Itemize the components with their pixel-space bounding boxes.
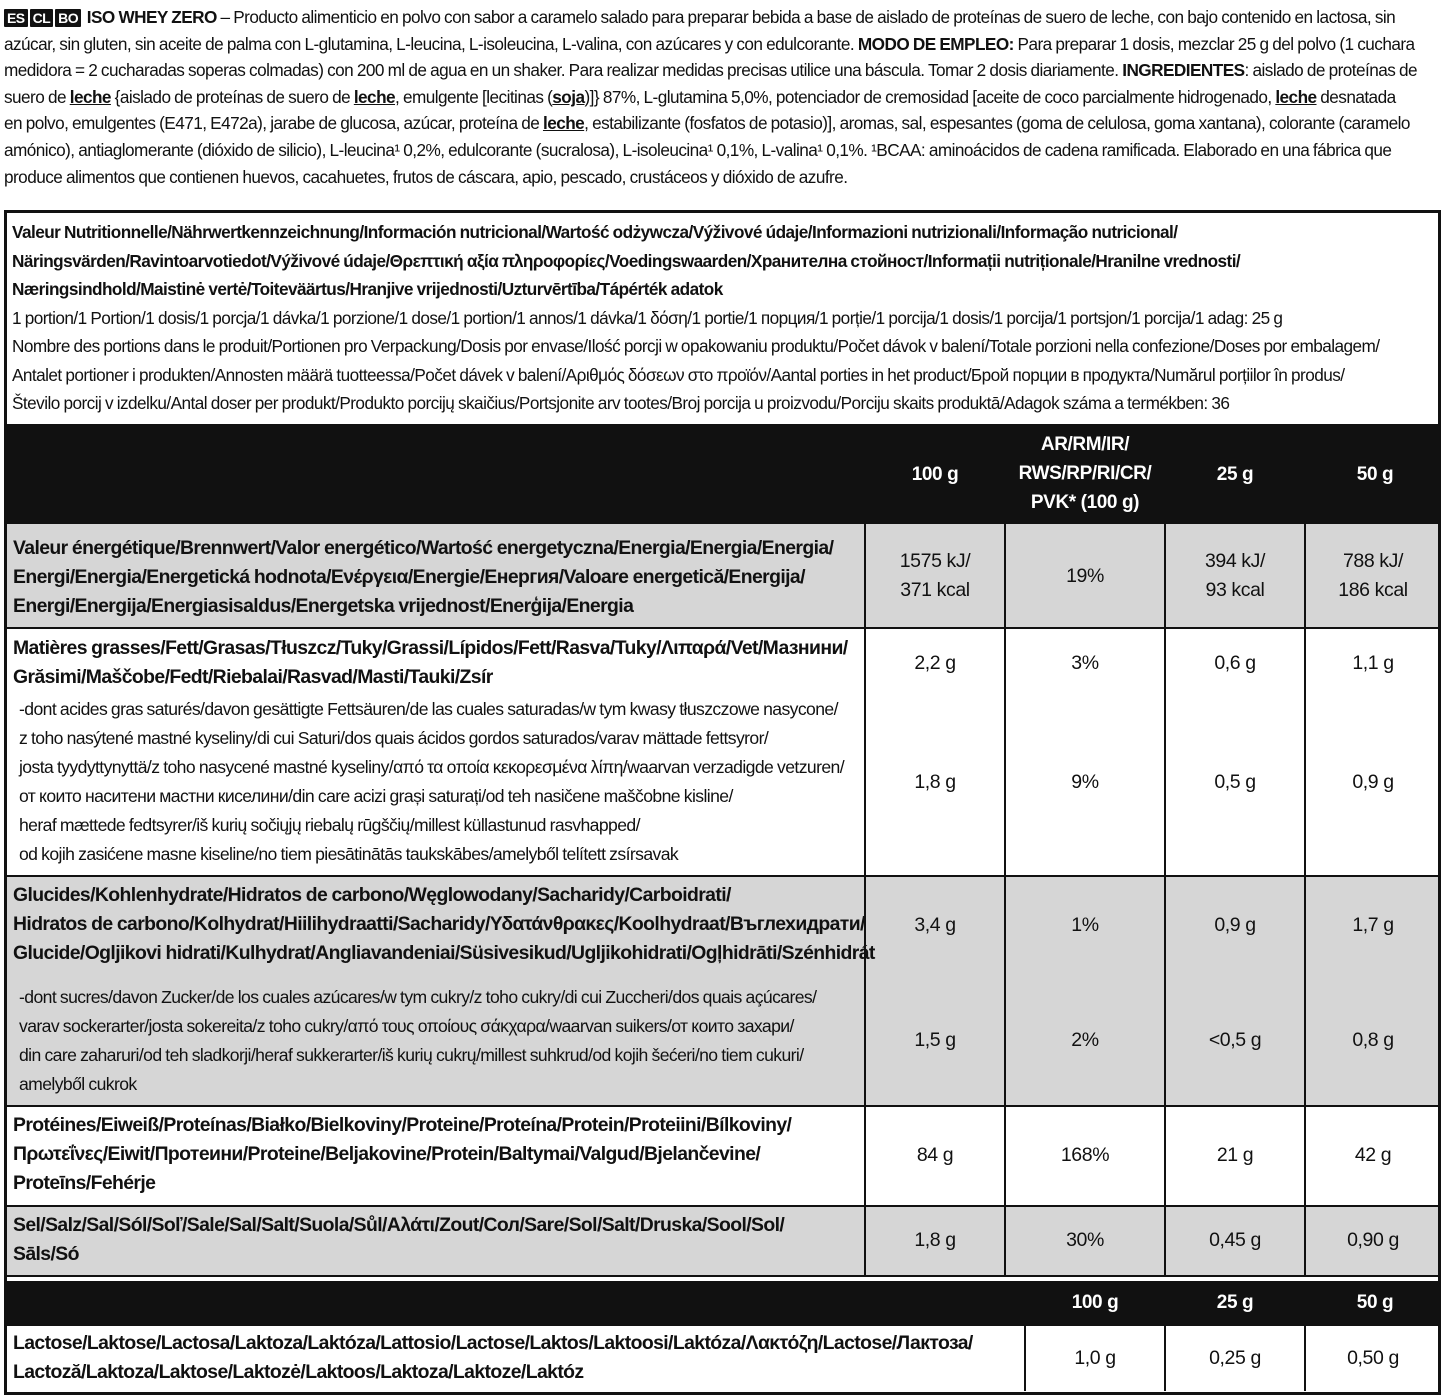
description-text: desnatada bbox=[1316, 86, 1396, 107]
saturated-fat-value-ri: 9% bbox=[1071, 771, 1099, 793]
label-line: -dont acides gras saturés/davon gesättigte Fettsäuren/de las cuales saturadas/w tym kwasy tłuszczowe nasycone/ bbox=[19, 699, 838, 719]
header-100g: 100 g bbox=[911, 464, 959, 485]
label-line: Lactose/Laktose/Lactosa/Laktoza/Laktóza/Lattosio/Lactose/Laktos/Laktoosi/Laktóza/Λακτόζη/Lactose/Лактоза/ bbox=[13, 1332, 973, 1354]
description-line bbox=[4, 31, 1444, 58]
salt-value-25g: 0,45 g bbox=[1209, 1229, 1261, 1251]
label-line: Πρωτεΐνες/Eiwit/Протеини/Proteine/Beljakovine/Protein/Baltymai/Valgud/Bjelančevine/ bbox=[13, 1143, 761, 1165]
usage-heading: MODO DE EMPLEO: bbox=[857, 33, 1014, 54]
label-line: Valeur énergétique/Brennwert/Valor energético/Wartość energetyczna/Energia/Energia/Energia/ bbox=[13, 537, 834, 559]
nutrition-heading-line: Næringsindhold/Maistinė vertė/Toiteväärtus/Hranjive vrijednosti/Uzturvērtība/Tápérték adatok bbox=[12, 279, 723, 299]
sugars-value-100g: 1,5 g bbox=[914, 1029, 956, 1051]
description-text: Para preparar 1 dosis, mezclar 25 g del polvo (1 cuchara bbox=[1013, 33, 1415, 54]
country-code-badge: CL bbox=[30, 9, 54, 27]
fat-label bbox=[13, 634, 848, 692]
header-reference-intake bbox=[1005, 430, 1165, 517]
protein-value-25g: 21 g bbox=[1216, 1144, 1254, 1166]
lactose-value-25g: 0,25 g bbox=[1209, 1347, 1261, 1369]
label-line: Energi/Energija/Energiasisaldus/Energetska vrijednost/Enerģija/Energia bbox=[13, 595, 634, 617]
label-line: Matières grasses/Fett/Grasas/Tłuszcz/Tuky/Grassi/Lípidos/Fett/Rasva/Tuky/Λιπαρά/Vet/Мазнини/ bbox=[13, 637, 848, 659]
label-line: varav sockerarter/josta sokereita/z toho cukry/από τους οποίους σάκχαρα/waarvan suikers/от които захари/ bbox=[19, 1016, 794, 1036]
carbohydrate-value-100g: 3,4 g bbox=[914, 914, 956, 936]
allergen-text: leche bbox=[542, 113, 585, 134]
allergen-text: leche bbox=[69, 86, 111, 107]
nutrition-heading-line: Valeur Nutritionnelle/Nährwertkennzeichnung/Información nutricional/Wartość odżywcza/Výživové údaje/Informazioni nutrizionali/Informação nutricional/ bbox=[12, 222, 1178, 242]
row-divider bbox=[7, 1105, 1438, 1107]
description-text: , estabilizante (fosfatos de potasio)], aromas, sal, espesantes (goma de celulosa, goma xantana), colorante (caramelo bbox=[584, 113, 1410, 134]
fat-value-100g: 2,2 g bbox=[914, 652, 956, 674]
product-description bbox=[4, 4, 1444, 190]
header-50g: 50 g bbox=[1356, 464, 1394, 485]
header-ri-line: PVK* (100 g) bbox=[1030, 492, 1140, 513]
value-line: 186 kcal bbox=[1338, 579, 1408, 601]
protein-label bbox=[13, 1111, 791, 1198]
lactose-value-50g: 0,50 g bbox=[1347, 1347, 1399, 1369]
portion-line: Antalet portioner i produkten/Annosten määrä tuotteessa/Počet dávek v balení/Αριθμός δόσεων στο προϊόν/Aantal porties in het product/Брой порции в продукта/Numărul porțiilor în produs/ bbox=[12, 364, 1345, 385]
country-code-badge: BO bbox=[55, 9, 81, 27]
country-code-badge: ES bbox=[4, 9, 28, 27]
description-line: produce alimentos que contienen huevos, cacahuetes, frutos de cáscara, apio, pescado, crustáceos y dióxido de azufre. bbox=[4, 166, 848, 187]
label-line: Proteīns/Fehérje bbox=[13, 1172, 156, 1194]
saturated-fat-value-25g: 0,5 g bbox=[1214, 771, 1256, 793]
lactose-header-50g: 50 g bbox=[1356, 1292, 1394, 1313]
protein-value-ri: 168% bbox=[1060, 1144, 1110, 1166]
portion-line: Nombre des portions dans le produit/Portionen pro Verpackung/Dosis por envase/Ilość porcji w opakowaniu produktu/Počet dávok v balení/Totale porzioni nella confezione/Doses por embalagem/ bbox=[12, 336, 1380, 356]
fat-value-25g: 0,6 g bbox=[1214, 652, 1256, 674]
lactose-label bbox=[13, 1329, 973, 1387]
label-line: heraf mættede fedtsyrer/iš kurių sočiųjų riebalų rūgščių/millest küllastunud rasvhapped/ bbox=[19, 815, 640, 835]
allergen-text: soja bbox=[552, 86, 585, 107]
sugars-value-ri: 2% bbox=[1071, 1029, 1099, 1051]
row-divider bbox=[7, 875, 1438, 877]
label-line: z toho nasýtené mastné kyseliny/di cui Saturi/dos quais ácidos gordos saturados/varav mättade fettsyror/ bbox=[19, 728, 769, 748]
protein-value-100g: 84 g bbox=[916, 1144, 954, 1166]
description-text: , emulgente [lecitinas ( bbox=[395, 86, 553, 107]
lactose-header-bar bbox=[7, 1281, 1438, 1325]
value-line: 93 kcal bbox=[1205, 579, 1265, 601]
label-line: от които наситени мастни киселини/din care acizi grași saturați/od teh nasičene maščobne kisline/ bbox=[19, 786, 733, 806]
nutrition-info-header bbox=[12, 218, 1437, 418]
label-line: Energi/Energia/Energetická hodnota/Ενέργεια/Energie/Енергия/Valoare energetică/Energija/ bbox=[13, 566, 805, 588]
sugars-label bbox=[19, 983, 816, 1099]
description-line bbox=[4, 110, 1444, 137]
value-line: 394 kJ/ bbox=[1204, 550, 1266, 572]
row-divider bbox=[7, 1275, 1438, 1277]
allergen-text: leche bbox=[1275, 86, 1317, 107]
label-line: Lactoză/Laktoza/Laktose/Laktozė/Laktoos/Laktoza/Laktoze/Laktóz bbox=[13, 1361, 584, 1383]
energy-value-25g bbox=[1166, 547, 1304, 605]
portion-line: 1 portion/1 Portion/1 dosis/1 porcja/1 dávka/1 porzione/1 dose/1 portion/1 annos/1 dávka/1 δόση/1 portie/1 порция/1 porție/1 porcija/1 dosis/1 porcija/1 portsjon/1 porcija/1 adag: 25 g bbox=[12, 307, 1283, 328]
description-text: suero de bbox=[4, 86, 70, 107]
value-line: 788 kJ/ bbox=[1342, 550, 1404, 572]
fat-value-ri: 3% bbox=[1071, 652, 1099, 674]
label-line: josta tyydyttynyttä/z toho nasycené mastné kyseliny/από τα οποία κεκορεσμένα λίπη/waarvan verzadigde vetzuren/ bbox=[19, 757, 844, 777]
row-divider bbox=[7, 1205, 1438, 1207]
label-line: Sel/Salz/Sal/Sól/Soľ/Sale/Sal/Salt/Suola/Sůl/Αλάτι/Zout/Сол/Sare/Sol/Salt/Druska/Sool/Sol/ bbox=[13, 1214, 785, 1236]
label-line: -dont sucres/davon Zucker/de los cuales azúcares/w tym cukry/z toho cukry/di cui Zuccheri/dos quais açúcares/ bbox=[19, 987, 817, 1007]
saturated-fat-value-50g: 0,9 g bbox=[1352, 771, 1394, 793]
energy-label bbox=[13, 534, 833, 621]
table-header-bar bbox=[7, 424, 1438, 524]
salt-value-50g: 0,90 g bbox=[1347, 1229, 1399, 1251]
product-name: ISO WHEY ZERO bbox=[86, 7, 217, 27]
description-text: azúcar, sin gluten, sin aceite de palma con L-glutamina, L-leucina, L-isoleucina, L-valina, con azúcares y con edulcorante. bbox=[4, 33, 858, 54]
salt-label bbox=[13, 1211, 784, 1269]
lactose-header-25g: 25 g bbox=[1216, 1292, 1254, 1313]
row-divider bbox=[7, 627, 1438, 629]
lactose-value-100g: 1,0 g bbox=[1074, 1347, 1116, 1369]
salt-value-100g: 1,8 g bbox=[914, 1229, 956, 1251]
value-line: 1575 kJ/ bbox=[899, 550, 971, 572]
description-text: : aislado de proteínas de bbox=[1244, 60, 1418, 81]
header-25g: 25 g bbox=[1216, 464, 1254, 485]
saturated-fat-value-100g: 1,8 g bbox=[914, 771, 956, 793]
ingredients-heading: INGREDIENTES bbox=[1122, 60, 1245, 81]
description-line: amónico), antiaglomerante (dióxido de silicio), L-leucina¹ 0,2%, edulcorante (sucralosa), L-isoleucina¹ 0,1%, L-valina¹ 0,1%. ¹BCAA: aminoácidos de cadena ramificada. Elaborado en una fábrica que bbox=[4, 139, 1392, 160]
carbohydrate-value-ri: 1% bbox=[1071, 914, 1099, 936]
description-text: )]} 87%, L-glutamina 5,0%, potenciador de cremosidad [aceite de coco parcialmente hidrogenado, bbox=[584, 86, 1276, 107]
description-line bbox=[4, 84, 1444, 111]
label-line: Glucides/Kohlenhydrate/Hidratos de carbono/Węglowodany/Sacharidy/Carboidrati/ bbox=[13, 884, 731, 906]
nutrition-heading-line: Näringsvärden/Ravintoarvotiedot/Výživové údaje/Θρεπτική αξία πληροφορίες/Voedingswaarden/Хранителна стойност/Informații nutriționale/Hranilne vrednosti/ bbox=[12, 250, 1241, 271]
allergen-text: leche bbox=[353, 86, 396, 107]
label-line: Grăsimi/Maščobe/Fedt/Riebalai/Rasvad/Masti/Tauki/Zsír bbox=[13, 666, 493, 688]
description-text: – Producto alimenticio en polvo con sabor a caramelo salado para preparar bebida a base de aislado de proteínas de suero de leche, con bajo contenido en lactosa, sin bbox=[216, 7, 1396, 27]
label-line: Hidratos de carbono/Kolhydrat/Hiilihydraatti/Sacharidy/Υδατάνθρακες/Koolhydraat/Въглехидрати/ bbox=[13, 913, 865, 935]
protein-value-50g: 42 g bbox=[1354, 1144, 1392, 1166]
carbohydrate-value-25g: 0,9 g bbox=[1214, 914, 1256, 936]
saturated-fat-label bbox=[19, 695, 844, 869]
energy-value-ri: 19% bbox=[1066, 565, 1104, 587]
fat-value-50g: 1,1 g bbox=[1352, 652, 1394, 674]
header-ri-line: AR/RM/IR/ bbox=[1040, 434, 1130, 455]
header-ri-line: RWS/RP/RI/CR/ bbox=[1018, 463, 1152, 484]
description-line bbox=[4, 4, 1444, 31]
carbohydrate-value-50g: 1,7 g bbox=[1352, 914, 1394, 936]
description-text: medidora = 2 cucharadas soperas colmadas) con 200 ml de agua en un shaker. Para realizar medidas precisas utilice una báscula. Tomar 2 dosis diariamente. bbox=[4, 60, 1123, 81]
sugars-value-25g: <0,5 g bbox=[1208, 1029, 1262, 1051]
portion-line: Število porcij v izdelku/Antal doser per produkt/Produkto porcijų skaičius/Portsjonite arv tootes/Broj porcija u proizvodu/Porciju skaits produktā/Adagok száma a termékben: 36 bbox=[12, 393, 1230, 413]
value-line: 371 kcal bbox=[900, 579, 970, 601]
label-line: amelyből cukrok bbox=[19, 1074, 137, 1094]
salt-value-ri: 30% bbox=[1066, 1229, 1104, 1251]
carbohydrate-label bbox=[13, 881, 875, 968]
lactose-header-100g: 100 g bbox=[1071, 1292, 1119, 1313]
energy-value-100g bbox=[866, 547, 1004, 605]
sugars-value-50g: 0,8 g bbox=[1352, 1029, 1394, 1051]
description-text: en polvo, emulgentes (E471, E472a), jarabe de glucosa, azúcar, proteína de bbox=[4, 113, 543, 134]
label-line: Glucide/Ogljikovi hidrati/Kulhydrat/Angliavandeniai/Süsivesikud/Ugljikohidrati/Ogļhidrāti/Szénhidrát bbox=[13, 942, 875, 964]
label-line: Sāls/Só bbox=[13, 1243, 79, 1265]
energy-value-50g bbox=[1306, 547, 1440, 605]
label-line: Protéines/Eiweiß/Proteínas/Białko/Bielkoviny/Proteine/Proteína/Protein/Proteiini/Bílkoviny/ bbox=[13, 1114, 792, 1136]
label-line: din care zaharuri/od teh sladkorji/heraf sukkerarter/iš kurių cukrų/millest suhkrud/od kojih šećeri/no tiem cukuri/ bbox=[19, 1045, 804, 1065]
label-line: od kojih zasićene masne kiseline/no tiem piesātinātās taukskābes/amelyből telített zsírsavak bbox=[19, 844, 679, 864]
description-text: {aislado de proteínas de suero de bbox=[110, 86, 354, 107]
description-line bbox=[4, 57, 1444, 84]
row-divider bbox=[7, 1324, 1438, 1326]
